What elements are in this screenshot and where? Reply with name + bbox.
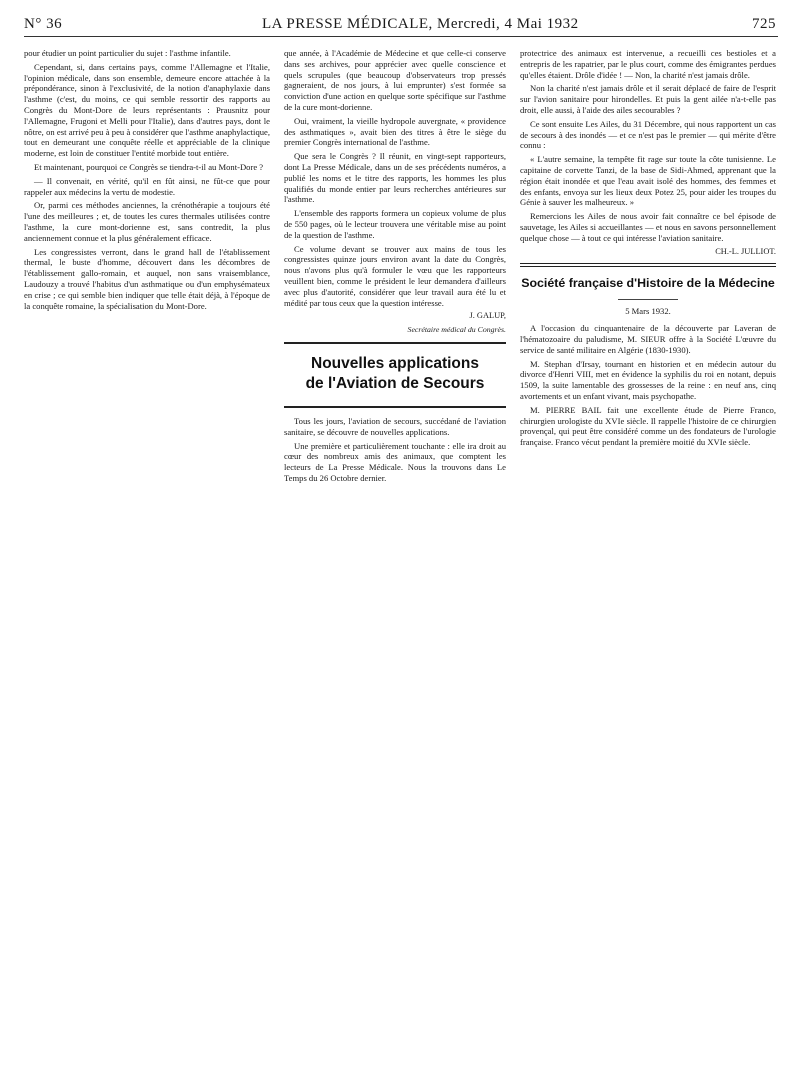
paragraph: M. PIERRE BAIL fait une excellente étude de Pierre Franco, chirurgien urologiste du XVIe siècle. Il rappelle l'histoire de ce chirurgien provençal, qui peut être considéré comme un des fondateurs de l'urologie française. Franco vécut pendant la première moitié du XVIe siècle. bbox=[520, 404, 776, 448]
running-head bbox=[24, 12, 778, 37]
session-date: 5 Mars 1932. bbox=[625, 306, 671, 317]
paragraph: A l'occasion du cinquantenaire de la découverte par Laveran de l'hématozoaire du paludisme, M. SIEUR offre à la Société L'œuvre du service de santé militaire en Algérie (1830-1930). bbox=[520, 323, 776, 355]
paragraph: M. Stephan d'Irsay, tournant en historien et en médecin autour du divorce d'Henri VIII, met en évidence la syphilis du roi en notant, depuis 1509, la suite lamentable des grossesses de la reine : en neuf ans, cinq avortements et un enfant vivant, mais psychopathe. bbox=[520, 358, 776, 401]
column-2 bbox=[284, 48, 506, 1076]
section-divider bbox=[520, 263, 776, 267]
paragraph: « L'autre semaine, la tempête fit rage sur toute la côte tunisienne. Le capitaine de corvette Tanzi, de la base de Sidi-Ahmed, apprenant que la région était inondée et que l'eau avait isolé des hommes, des femmes et des enfants, envoya sur les lieux deux Potez 25, pour aider les troupes du Génie à sauver les malheureux. » bbox=[520, 154, 776, 208]
paragraph: L'ensemble des rapports formera un copieux volume de plus de 550 pages, où le lecteur trouvera une véritable mise au point de la question de l'asthme. bbox=[284, 208, 506, 240]
paragraph: Ce sont ensuite Les Ailes, du 31 Décembre, qui nous rapportent un cas de secours à des inondés — et ce n'est pas le premier — qui mérite d'être connu : bbox=[520, 118, 776, 151]
paragraph: protectrice des animaux est intervenue, a recueilli ces bestioles et a entrepris de les rapatrier, par le plus court, comme des émigrantes perdues qu'elles étaient. Drôle d'idée ! — Non, la charité n'est jamais drôle. bbox=[520, 48, 776, 80]
article-title-line-1: Nouvelles applications bbox=[311, 354, 479, 372]
paragraph: Non la charité n'est jamais drôle et il serait déplacé de faire de l'esprit sur l'avion sanitaire pour hirondelles. Et puis la gent ailée n'a-t-elle pas droit, elle aussi, à l'aide des ailes secourables ? bbox=[520, 83, 776, 115]
column-1 bbox=[24, 48, 270, 1076]
section-title: Société française d'Histoire de la Médecine bbox=[521, 276, 775, 291]
paragraph: Remercions les Ailes de nous avoir fait connaître ce bel épisode de sauvetage, les Ailes si accueillantes — et nous en savons personnellement quelque chose — à tout ce qui intéresse l'aviation sanitaire. bbox=[520, 211, 776, 243]
paragraph: Oui, vraiment, la vieille hydropole auvergnate, « providence des asthmatiques », avait bien des titres à être le siège du premier Congrès international de l'asthme. bbox=[284, 115, 506, 148]
article-title-line-2: de l'Aviation de Secours bbox=[305, 374, 485, 392]
article-signature: CH.-L. JULLIOT. bbox=[715, 246, 776, 256]
paragraph: Les congressistes verront, dans le grand hall de l'établissement thermal, le buste d'homme, découvert dans les décombres de l'établissement gallo-romain, et auquel, non sans vraisemblance, Laudouzy a trouvé l'habitus d'un asthmatique ou d'un emphysémateux en crise ; ce qui semble bien indiquer que telle était déjà, à l'époque de la conquête romaine, la spécialisation du Mont-Dore. bbox=[24, 246, 270, 311]
page-number: 725 bbox=[752, 16, 776, 32]
column-3 bbox=[520, 48, 776, 1076]
paragraph: Tous les jours, l'aviation de secours, succédané de l'aviation sanitaire, se découvre de nouvelles applications. bbox=[284, 415, 506, 437]
paragraph: Une première et particulièrement touchante : elle ira droit au cœur des nombreux amis des animaux, que comptent les lecteurs de La Presse Médicale. Nous la trouvons dans Le Temps du 26 Octobre dernier. bbox=[284, 440, 506, 483]
paragraph: Ce volume devant se trouver aux mains de tous les congressistes quinze jours environ avant la date du Congrès, nous n'avons plus qu'à formuler le vœu que les rapporteurs veuillent bien, comme le président le leur demandera d'ailleurs avec plus d'autorité, considérer que leur travail aura été lu et médité par tous ceux que la question intéresse. bbox=[284, 243, 506, 308]
issue-number: N° 36 bbox=[24, 16, 63, 32]
article-signature: J. GALUP, bbox=[469, 311, 506, 321]
paragraph: Cependant, si, dans certains pays, comme l'Allemagne et l'Italie, l'opinion médicale, dans son ensemble, demeure encore attachée à la prépondérance, sinon à l'exclusivité, de la notion d'anaphylaxie dans l'asthme (c'est, du moins, ce qui semble ressortir des rapports au Congrès du Mont-Dore de leurs représentants : Prausnitz pour l'Allemagne, Frugoni et Melli pour l'Italie), dans d'autres pays, dont le nôtre, on est arrivé peu à peu à considérer que l'asthme anaphylactique, tout en demeurant une conquête réelle et appréciable de la clinique moderne, est loin de constituer l'entité morbide tout entière. bbox=[24, 61, 270, 159]
paragraph: pour étudier un point particulier du sujet : l'asthme infantile. bbox=[24, 48, 231, 58]
article-title-box bbox=[284, 342, 506, 408]
short-rule bbox=[618, 299, 678, 300]
paragraph: Or, parmi ces méthodes anciennes, la crénothérapie a toujours été l'une des meilleures ; et, de toutes les cures thermales utilisées contre l'asthme, la cure mont-dorienne est, sans contredit, la plus anciennement connue et la plus généralement efficace. bbox=[24, 200, 270, 243]
paragraph: Et maintenant, pourquoi ce Congrès se tiendra-t-il au Mont-Dore ? bbox=[34, 161, 264, 172]
journal-title-date: LA PRESSE MÉDICALE, Mercredi, 4 Mai 1932 bbox=[262, 16, 579, 32]
paragraph: — Il convenait, en vérité, qu'il en fût ainsi, ne fût-ce que pour rappeler aux médecins la vertu de modestie. bbox=[24, 175, 270, 197]
signature-role: Secrétaire médical du Congrès. bbox=[407, 325, 506, 335]
paragraph: Que sera le Congrès ? Il réunit, en vingt-sept rapporteurs, dont La Presse Médicale, dans un de ses précédents numéros, a publié les noms et le titre des rapports, les hommes les plus qualifiés du monde entier par leurs recherches antérieures sur l'asthme. bbox=[284, 151, 506, 205]
paragraph: que année, à l'Académie de Médecine et que celle-ci conserve dans ses archives, pour apprécier avec quelle conscience et quels scrupules (que beaucoup d'observateurs trop pressés gagneraient, de nos jours, à lui emprunter) s'est formée sa conviction d'une action en quelque sorte spécifique sur l'asthme de la cure mont-dorienne. bbox=[284, 48, 506, 112]
